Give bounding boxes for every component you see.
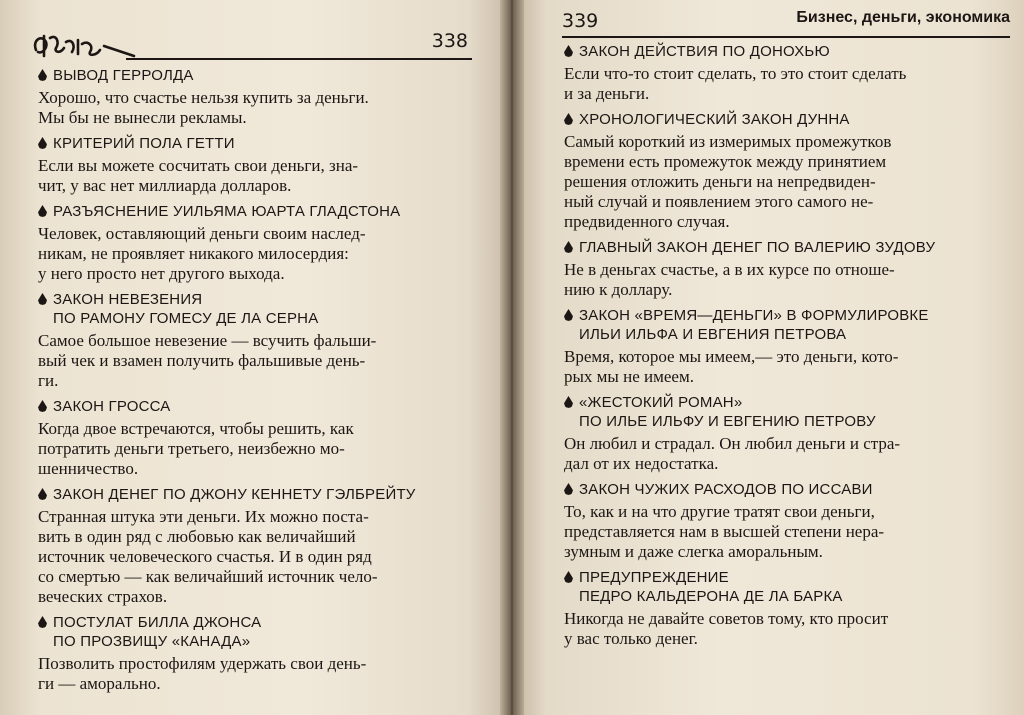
text-line: ный случай и появлением этого самого не-	[564, 192, 874, 211]
law-text	[564, 609, 1010, 649]
text-line: Мы бы не вынесли рекламы.	[38, 108, 247, 127]
publisher-logo-icon	[30, 28, 140, 62]
law-title-line: ЗАКОН ГРОССА	[53, 398, 171, 415]
left-column	[38, 66, 474, 700]
law-title	[564, 393, 1010, 431]
law-title-line: ЗАКОН НЕВЕЗЕНИЯ	[53, 291, 203, 308]
law-title-line: РАЗЪЯСНЕНИЕ УИЛЬЯМА ЮАРТА ГЛАДСТОНА	[53, 203, 401, 220]
law-title	[38, 290, 474, 328]
drop-bullet-icon	[564, 113, 573, 125]
law-text	[38, 507, 474, 607]
text-line: ги.	[38, 371, 59, 390]
text-line: Человек, оставляющий деньги своим наслед-	[38, 224, 366, 243]
law-title-line: ВЫВОД ГЕРРОЛДА	[53, 67, 194, 84]
law-text	[38, 654, 474, 694]
text-line: зумным и даже слегка аморальным.	[564, 542, 823, 561]
law-title-line: ЗАКОН ДЕЙСТВИЯ ПО ДОНОХЬЮ	[579, 43, 830, 60]
text-line: никам, не проявляет никакого милосердия:	[38, 244, 349, 263]
law-title-line: ГЛАВНЫЙ ЗАКОН ДЕНЕГ ПО ВАЛЕРИЮ ЗУДОВУ	[579, 239, 936, 256]
law-title	[564, 42, 1010, 61]
law-entry	[38, 613, 474, 694]
law-title-line: ПО ПРОЗВИЩУ «КАНАДА»	[53, 633, 251, 650]
law-title-line: ПО РАМОНУ ГОМЕСУ ДЕ ЛА СЕРНА	[53, 310, 319, 327]
text-line: потратить деньги третьего, неизбежно мо-	[38, 439, 345, 458]
text-line: Позволить простофилям удержать свои день-	[38, 654, 367, 673]
drop-bullet-icon	[564, 396, 573, 408]
text-line: Когда двое встречаются, чтобы решить, как	[38, 419, 354, 438]
header-rule	[562, 36, 1010, 38]
drop-bullet-icon	[564, 241, 573, 253]
law-title-line: ХРОНОЛОГИЧЕСКИЙ ЗАКОН ДУННА	[579, 111, 850, 128]
law-title-line: ИЛЬИ ИЛЬФА И ЕВГЕНИЯ ПЕТРОВА	[579, 326, 847, 343]
text-line: со смертью — как величайший источник чело-	[38, 567, 378, 586]
text-line: Если что-то стоит сделать, то это стоит сделать	[564, 64, 907, 83]
text-line: предвиденного случая.	[564, 212, 730, 231]
text-line: дал от их недостатка.	[564, 454, 719, 473]
law-entry	[38, 485, 474, 607]
text-line: Он любил и страдал. Он любил деньги и стра-	[564, 434, 901, 453]
drop-bullet-icon	[38, 69, 47, 81]
law-title-line: ПОСТУЛАТ БИЛЛА ДЖОНСА	[53, 614, 262, 631]
law-title-line: ПО ИЛЬЕ ИЛЬФУ И ЕВГЕНИЮ ПЕТРОВУ	[579, 413, 876, 430]
law-text	[564, 132, 1010, 232]
drop-bullet-icon	[564, 309, 573, 321]
law-title	[564, 306, 1010, 344]
header-rule	[126, 58, 472, 60]
law-entry	[38, 202, 474, 284]
law-entry	[38, 134, 474, 196]
text-line: источник человеческого счастья. И в один ряд	[38, 547, 372, 566]
law-title	[564, 480, 1010, 499]
text-line: чит, у вас нет миллиарда долларов.	[38, 176, 292, 195]
law-text	[564, 502, 1010, 562]
law-entry	[564, 568, 1010, 649]
law-title-line: «ЖЕСТОКИЙ РОМАН»	[579, 394, 743, 411]
law-text	[564, 434, 1010, 474]
law-title	[38, 613, 474, 651]
law-text	[564, 347, 1010, 387]
law-title-line: ЗАКОН ЧУЖИХ РАСХОДОВ ПО ИССАВИ	[579, 481, 873, 498]
left-page	[0, 0, 508, 715]
law-entry	[564, 238, 1010, 300]
law-title-line: КРИТЕРИЙ ПОЛА ГЕТТИ	[53, 135, 235, 152]
law-title	[38, 485, 474, 504]
law-title	[38, 397, 474, 416]
law-entry	[564, 480, 1010, 562]
text-line: То, как и на что другие тратят свои деньги,	[564, 502, 875, 521]
law-text	[38, 331, 474, 391]
running-head: Бизнес, деньги, экономика	[796, 9, 1010, 26]
text-line: Странная штука эти деньги. Их можно поста-	[38, 507, 369, 526]
text-line: Хорошо, что счастье нельзя купить за деньги.	[38, 88, 369, 107]
text-line: у вас только денег.	[564, 629, 698, 648]
text-line: вый чек и взамен получить фальшивые день-	[38, 351, 366, 370]
law-entry	[564, 306, 1010, 387]
law-entry	[564, 110, 1010, 232]
text-line: ги — аморально.	[38, 674, 161, 693]
law-entry	[38, 66, 474, 128]
text-line: вить в один ряд с любовью как величайший	[38, 527, 356, 546]
drop-bullet-icon	[564, 483, 573, 495]
law-title	[564, 110, 1010, 129]
law-text	[38, 419, 474, 479]
law-entry	[38, 290, 474, 391]
right-column	[564, 42, 1010, 655]
text-line: нию к доллару.	[564, 280, 673, 299]
law-entry	[38, 397, 474, 479]
text-line: и за деньги.	[564, 84, 650, 103]
text-line: у него просто нет другого выхода.	[38, 264, 285, 283]
text-line: времени есть промежуток между принятием	[564, 152, 887, 171]
law-title-line: ЗАКОН ДЕНЕГ ПО ДЖОНУ КЕННЕТУ ГЭЛБРЕЙТУ	[53, 486, 416, 503]
law-text	[38, 156, 474, 196]
law-text	[564, 64, 1010, 104]
book-gutter	[500, 0, 524, 715]
law-title	[38, 134, 474, 153]
drop-bullet-icon	[38, 400, 47, 412]
drop-bullet-icon	[564, 571, 573, 583]
law-title	[564, 568, 1010, 606]
text-line: представляется нам в высшей степени нера-	[564, 522, 885, 541]
law-title-line: ЗАКОН «ВРЕМЯ—ДЕНЬГИ» В ФОРМУЛИРОВКЕ	[579, 307, 929, 324]
page-number: 339	[562, 10, 599, 32]
law-title	[564, 238, 1010, 257]
text-line: Самый короткий из измеримых промежутков	[564, 132, 892, 151]
law-text	[38, 88, 474, 128]
law-title-line: ПРЕДУПРЕЖДЕНИЕ	[579, 569, 729, 586]
left-page-header	[30, 28, 472, 64]
law-entry	[564, 393, 1010, 474]
law-title	[38, 202, 474, 221]
page-number: 338	[431, 30, 468, 52]
drop-bullet-icon	[38, 205, 47, 217]
law-title-line: ПЕДРО КАЛЬДЕРОНА ДЕ ЛА БАРКА	[579, 588, 843, 605]
text-line: Время, которое мы имеем,— это деньги, кото-	[564, 347, 899, 366]
drop-bullet-icon	[564, 45, 573, 57]
right-page	[516, 0, 1024, 715]
text-line: Не в деньгах счастье, а в их курсе по отноше-	[564, 260, 895, 279]
law-text	[564, 260, 1010, 300]
text-line: рых мы не имеем.	[564, 367, 694, 386]
text-line: решения отложить деньги на непредвиден-	[564, 172, 876, 191]
drop-bullet-icon	[38, 137, 47, 149]
text-line: Самое большое невезение — всучить фальши-	[38, 331, 377, 350]
text-line: веческих страхов.	[38, 587, 168, 606]
law-entry	[564, 42, 1010, 104]
drop-bullet-icon	[38, 616, 47, 628]
text-line: Если вы можете сосчитать свои деньги, зна-	[38, 156, 359, 175]
text-line: шенничество.	[38, 459, 139, 478]
law-text	[38, 224, 474, 284]
right-page-header	[562, 6, 1010, 38]
text-line: Никогда не давайте советов тому, кто просит	[564, 609, 889, 628]
law-title	[38, 66, 474, 85]
drop-bullet-icon	[38, 488, 47, 500]
drop-bullet-icon	[38, 293, 47, 305]
